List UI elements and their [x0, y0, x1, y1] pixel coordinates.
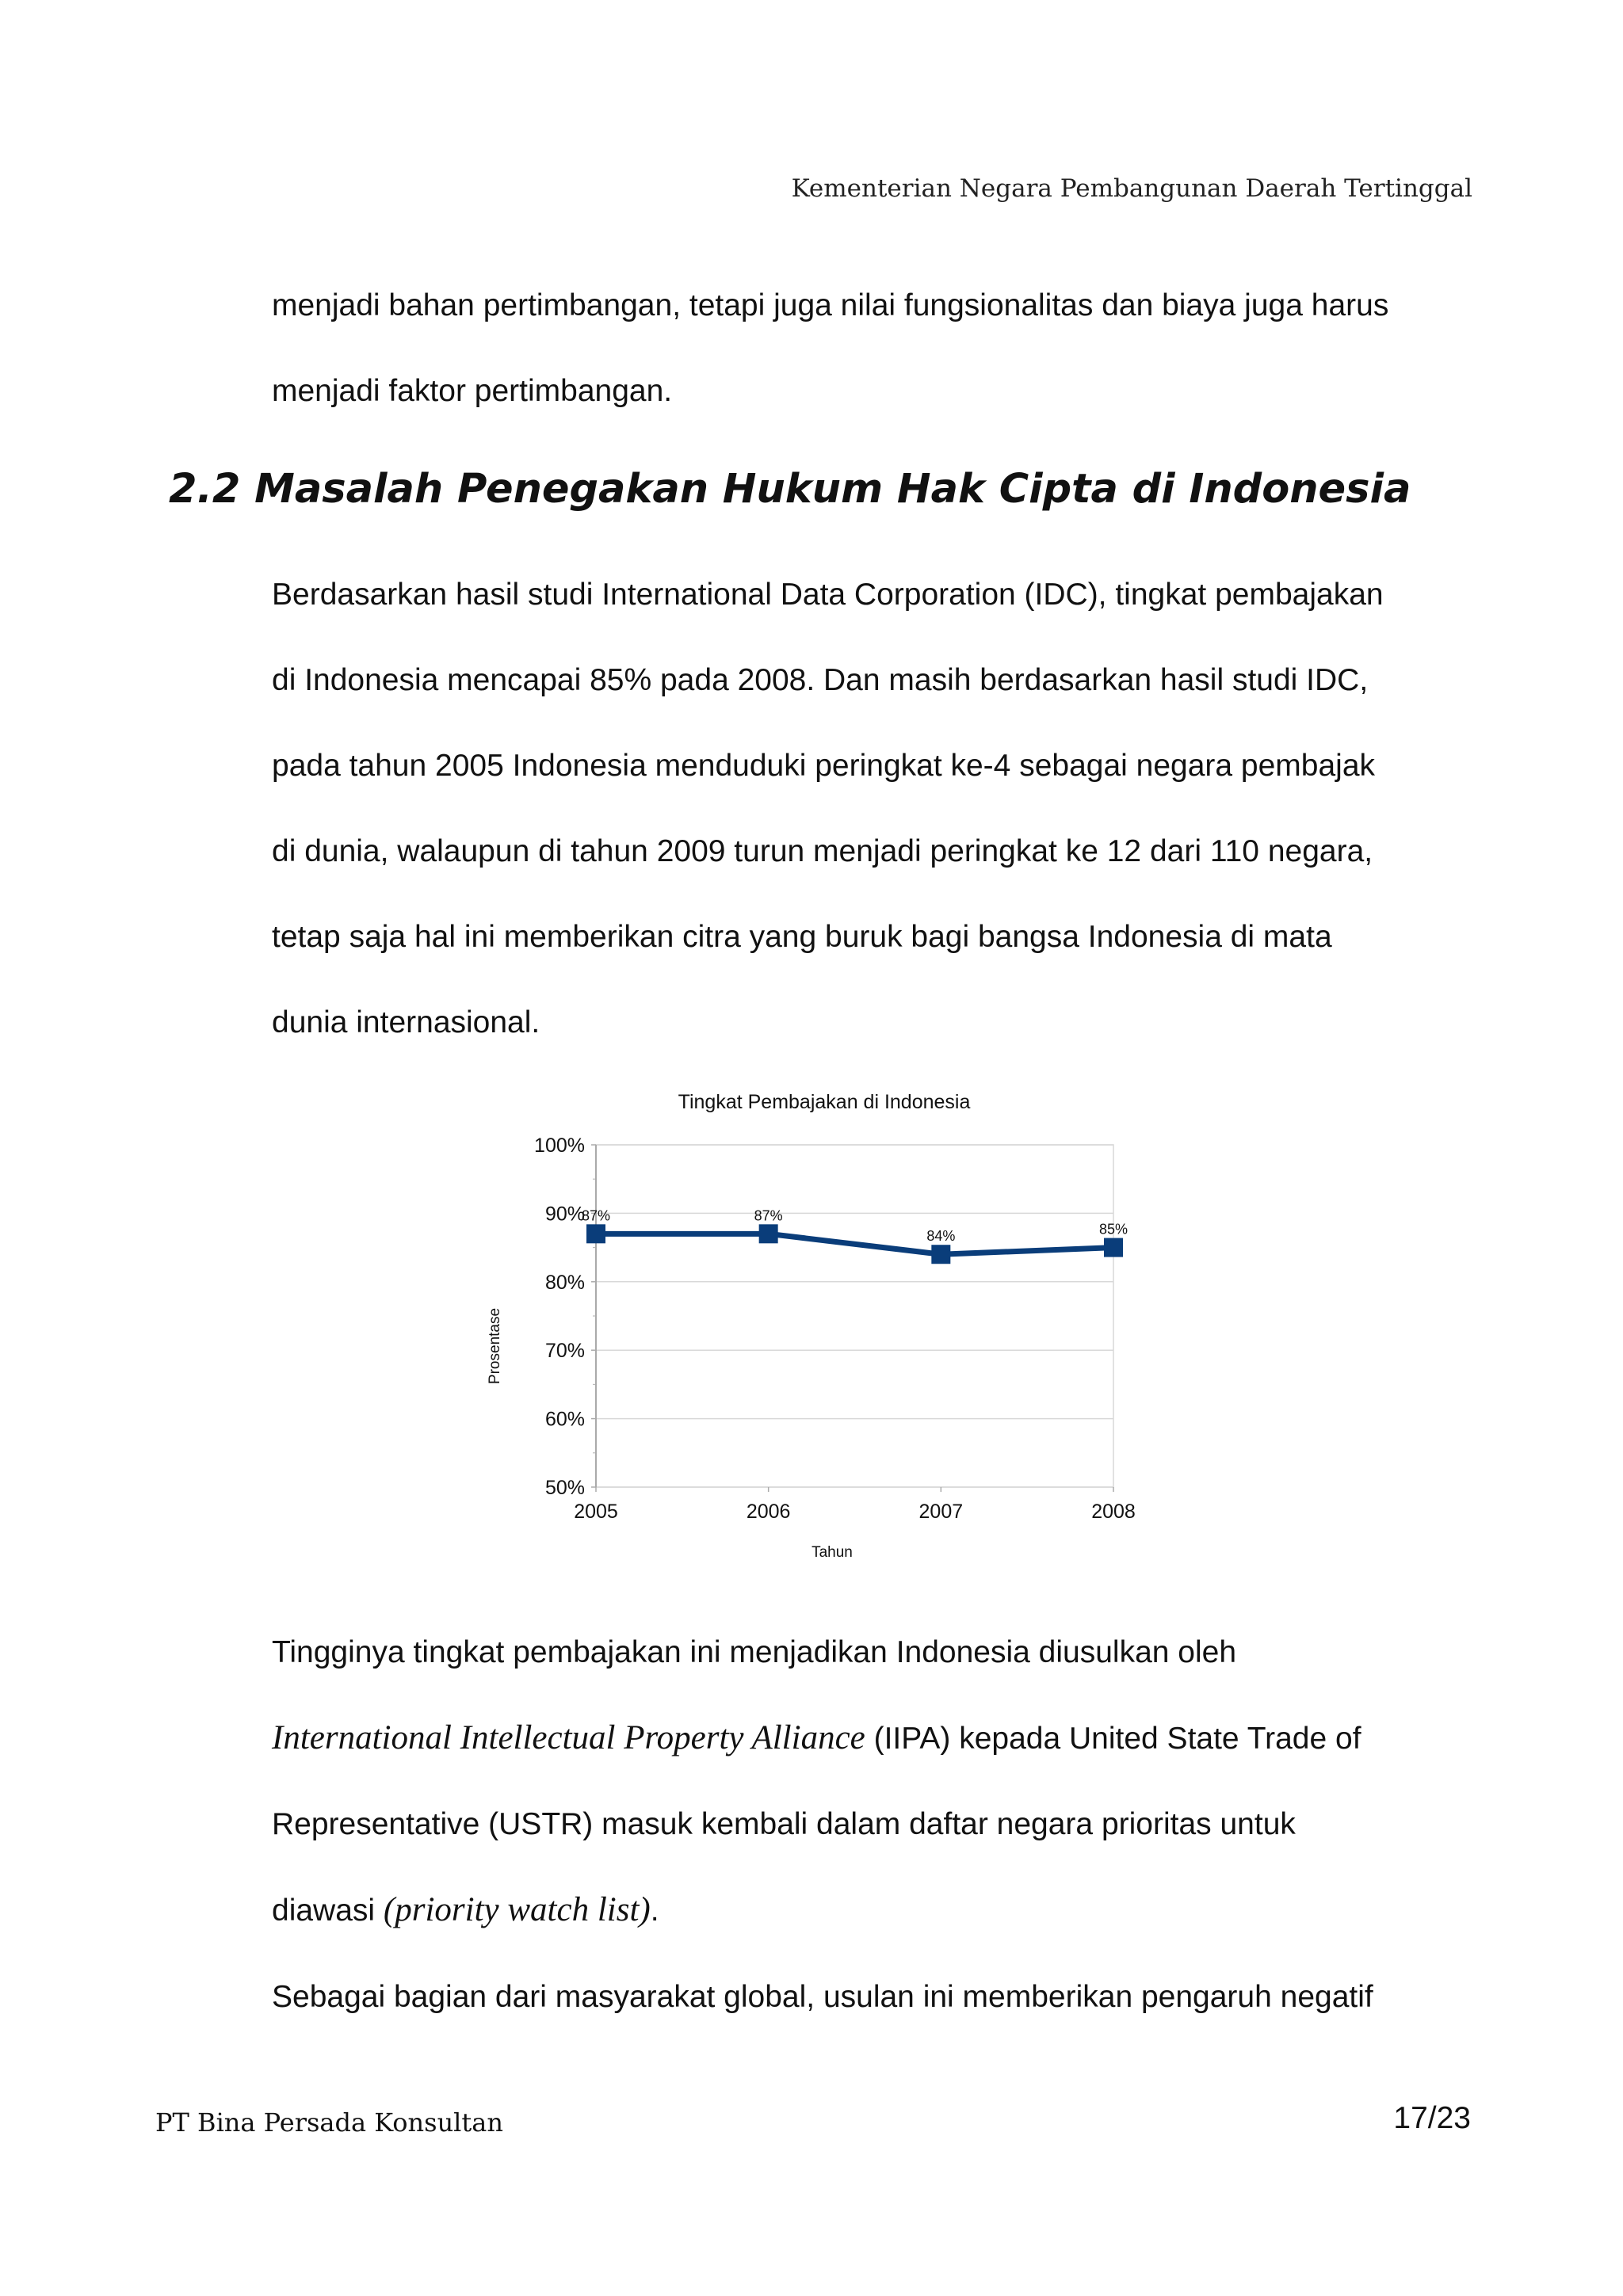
piracy-rate-line-chart [468, 1081, 1181, 1573]
chart-title: Tingkat Pembajakan di Indonesia [678, 1091, 971, 1113]
x-tick-label: 2008 [1091, 1501, 1136, 1523]
running-header: Kementerian Negara Pembangunan Daerah Tertinggal [791, 174, 1472, 203]
paragraph-line: pada tahun 2005 Indonesia menduduki peringkat ke-4 sebagai negara pembajak [272, 749, 1376, 783]
x-tick-label: 2005 [574, 1501, 618, 1523]
paragraph-line: Representative (USTR) masuk kembali dalam daftar negara prioritas untuk [272, 1807, 1296, 1841]
intro-line-2: menjadi faktor pertimbangan. [272, 374, 673, 408]
data-point-marker [1104, 1238, 1123, 1257]
plot-area [596, 1145, 1113, 1487]
paragraph-text: . [650, 1894, 659, 1928]
paragraph-line: dunia internasional. [272, 1005, 540, 1039]
paragraph-line: tetap saja hal ini memberikan citra yang buruk bagi bangsa Indonesia di mata [272, 920, 1332, 954]
y-tick-label: 70% [544, 1340, 585, 1363]
paragraph-line [272, 1695, 1476, 1782]
y-axis-ticks [534, 1135, 585, 1499]
y-tick-label: 80% [544, 1271, 585, 1294]
paragraph-idc [272, 552, 1476, 1066]
intro-line-1: menjadi bahan pertimbangan, tetapi juga nilai fungsionalitas dan biaya juga harus [272, 288, 1389, 322]
y-tick-label: 60% [544, 1408, 585, 1431]
x-axis-label: Tahun [812, 1544, 853, 1561]
data-label: 85% [1098, 1221, 1128, 1238]
y-tick-label: 90% [544, 1203, 585, 1226]
paragraph-line: di dunia, walaupun di tahun 2009 turun menjadi peringkat ke 12 dari 110 negara, [272, 834, 1373, 868]
x-tick-label: 2007 [918, 1501, 964, 1523]
x-tick-label: 2006 [746, 1501, 791, 1523]
page-number: 17/23 [1393, 2101, 1471, 2135]
paragraph-text: (IIPA) kepada United State Trade of [865, 1722, 1361, 1756]
footer-company: PT Bina Persada Konsultan [155, 2107, 503, 2138]
y-axis-label: Prosentase [487, 1307, 503, 1385]
chart-grid [591, 1145, 1113, 1492]
data-label: 87% [581, 1207, 611, 1224]
data-point-marker [586, 1224, 605, 1243]
paragraph-global: Sebagai bagian dari masyarakat global, usulan ini memberikan pengaruh negatif [272, 1980, 1373, 2014]
data-label: 84% [926, 1228, 956, 1245]
paragraph-line: di Indonesia mencapai 85% pada 2008. Dan masih berdasarkan hasil studi IDC, [272, 663, 1369, 697]
section-title: 2.2 Masalah Penegakan Hukum Hak Cipta di Indonesia [169, 466, 1411, 513]
italic-term: International Intellectual Property Alliance [272, 1719, 865, 1756]
paragraph-iipa [272, 1610, 1476, 1954]
data-point-marker [759, 1224, 778, 1243]
italic-term: (priority watch list) [383, 1891, 651, 1928]
x-axis-ticks [574, 1501, 1136, 1523]
paragraph-line: Tingginya tingkat pembajakan ini menjadikan Indonesia diusulkan oleh [272, 1635, 1237, 1669]
data-point-marker [931, 1245, 950, 1264]
paragraph-text: diawasi [272, 1894, 384, 1928]
y-tick-label: 100% [534, 1135, 585, 1157]
y-tick-label: 50% [544, 1477, 585, 1499]
series-line [596, 1234, 1113, 1254]
data-label: 87% [754, 1207, 783, 1224]
paragraph-line [272, 1867, 1476, 1954]
chart-series [582, 1207, 1128, 1264]
paragraph-line: Berdasarkan hasil studi International Data Corporation (IDC), tingkat pembajakan [272, 578, 1384, 612]
